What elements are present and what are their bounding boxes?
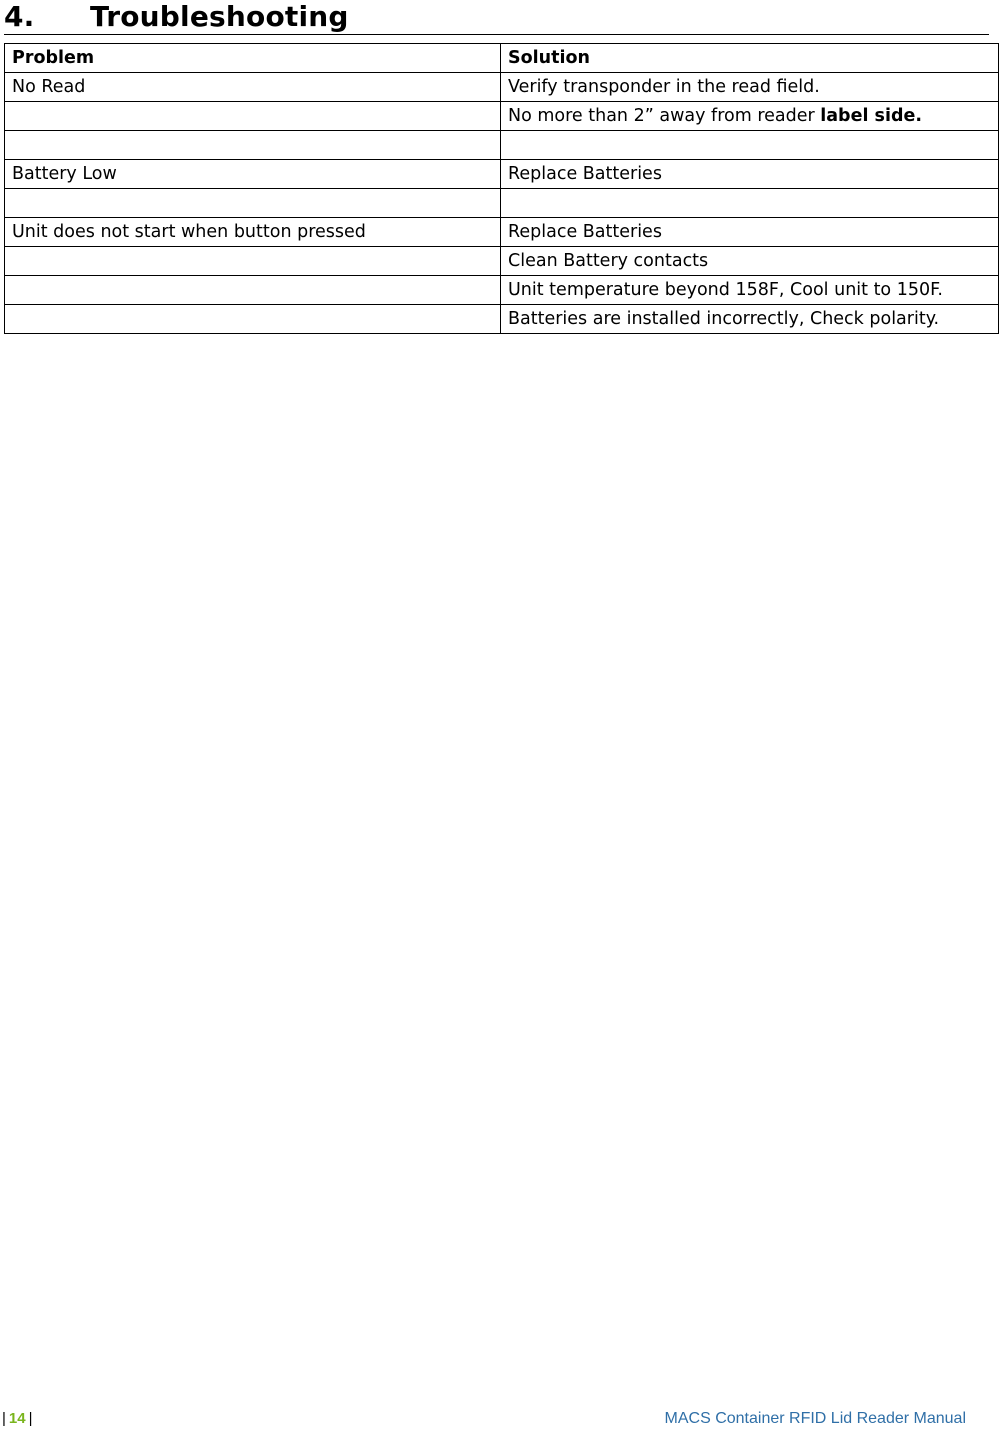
- page-number: 14: [8, 1410, 26, 1427]
- solution-text: No more than 2” away from reader: [508, 106, 821, 126]
- solution-cell: [501, 189, 999, 218]
- solution-cell: [501, 305, 999, 334]
- problem-cell: Unit does not start when button pressed: [5, 218, 501, 247]
- problem-cell: [5, 276, 501, 305]
- troubleshooting-table: [4, 43, 999, 334]
- footer-separator-right: |: [28, 1410, 33, 1427]
- problem-cell: No Read: [5, 73, 501, 102]
- solution-cell: [501, 102, 999, 131]
- table-row: [5, 189, 999, 218]
- table-row: [5, 131, 999, 160]
- table-row: [5, 305, 999, 334]
- problem-cell: [5, 102, 501, 131]
- table-row: [5, 276, 999, 305]
- footer-document-title: MACS Container RFID Lid Reader Manual: [664, 1410, 966, 1427]
- solution-cell: [501, 160, 999, 189]
- solution-text: Clean Battery contacts: [508, 251, 709, 271]
- section-number: 4.: [4, 0, 35, 33]
- solution-cell: [501, 218, 999, 247]
- solution-cell: [501, 73, 999, 102]
- solution-bold-text: label side.: [820, 106, 923, 126]
- table-row: [5, 102, 999, 131]
- footer-separator-left: |: [2, 1410, 6, 1427]
- solution-cell: [501, 276, 999, 305]
- solution-text: Replace Batteries: [508, 164, 662, 184]
- problem-cell: [5, 305, 501, 334]
- header-problem: Problem: [5, 44, 501, 73]
- solution-text: Verify transponder in the read field.: [508, 77, 820, 97]
- solution-cell: [501, 131, 999, 160]
- problem-cell: [5, 247, 501, 276]
- table-row: [5, 218, 999, 247]
- problem-cell: [5, 189, 501, 218]
- solution-text: Unit temperature beyond 158F, Cool unit to 150F.: [508, 280, 943, 300]
- solution-text: Replace Batteries: [508, 222, 662, 242]
- footer-page-number: [2, 1410, 33, 1427]
- section-heading: [4, 0, 989, 35]
- problem-cell: [5, 131, 501, 160]
- table-row: [5, 247, 999, 276]
- problem-cell: Battery Low: [5, 160, 501, 189]
- section-title: Troubleshooting: [90, 0, 349, 33]
- solution-text: Batteries are installed incorrectly, Check polarity.: [508, 309, 940, 329]
- header-solution: Solution: [501, 44, 999, 73]
- table-row: [5, 73, 999, 102]
- solution-cell: [501, 247, 999, 276]
- table-header-row: [5, 44, 999, 73]
- table-row: [5, 160, 999, 189]
